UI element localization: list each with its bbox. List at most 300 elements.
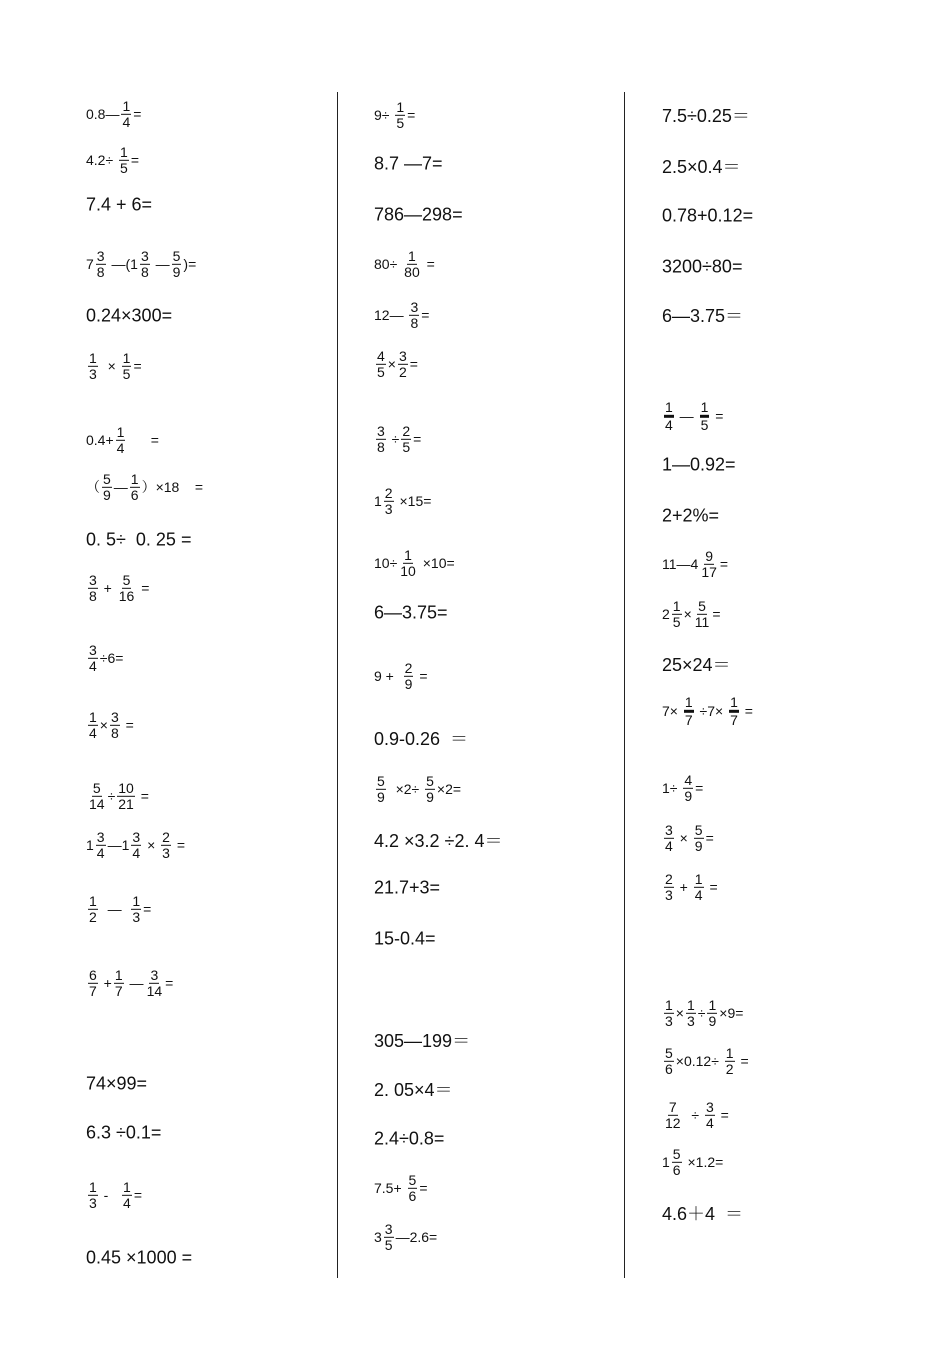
exercise-problem xyxy=(374,249,435,279)
fraction-denominator: 8 xyxy=(140,263,149,280)
fraction xyxy=(395,100,405,130)
expression-text: = xyxy=(133,106,142,122)
fraction-denominator: 9 xyxy=(694,837,703,854)
fraction-numerator: 5 xyxy=(92,779,101,796)
exercise-problem xyxy=(662,206,753,227)
exercise-problem xyxy=(662,998,743,1028)
fraction-numerator: 3 xyxy=(140,247,149,264)
exercise-problem xyxy=(374,349,418,379)
fraction-denominator: 4 xyxy=(89,657,97,674)
fraction xyxy=(117,781,135,811)
expression-text: = xyxy=(716,1107,729,1123)
fraction xyxy=(88,1180,98,1210)
expression-text: ÷ xyxy=(107,788,116,804)
fraction xyxy=(140,249,150,279)
fraction-denominator: 7 xyxy=(89,982,97,999)
expression-text: 25×24＝ xyxy=(662,655,731,675)
fraction-numerator: 1 xyxy=(684,695,694,713)
expression-text: ÷ xyxy=(697,1005,706,1021)
expression-text: —2.6= xyxy=(395,1229,438,1245)
exercise-problem xyxy=(86,830,185,860)
exercise-problem xyxy=(662,823,714,853)
fraction-numerator: 5 xyxy=(426,772,434,789)
expression-text: = xyxy=(711,408,724,424)
fraction xyxy=(425,774,435,804)
fraction-denominator: 4 xyxy=(132,844,141,861)
fraction-numerator: 3 xyxy=(89,571,97,588)
fraction xyxy=(672,599,682,629)
fraction xyxy=(700,400,710,432)
fraction-denominator: 2 xyxy=(89,908,97,925)
fraction xyxy=(88,968,98,998)
fraction-numerator: 5 xyxy=(103,470,111,487)
exercise-problem xyxy=(662,102,750,128)
fraction-numerator: 5 xyxy=(122,571,131,588)
expression-text: = xyxy=(130,152,140,168)
fraction-denominator: 4 xyxy=(89,724,97,741)
expression-text: 12— xyxy=(374,307,408,323)
exercise-problem xyxy=(86,894,151,924)
expression-text: —1 xyxy=(107,837,130,853)
fraction xyxy=(114,968,124,998)
expression-text: ）×18 = xyxy=(141,479,204,495)
fraction xyxy=(88,710,98,740)
fraction-denominator: 4 xyxy=(96,844,105,861)
exercise-problem xyxy=(86,1123,161,1144)
exercise-problem xyxy=(374,827,502,853)
exercise-problem xyxy=(662,506,719,527)
fraction-numerator: 2 xyxy=(384,484,393,501)
fraction xyxy=(122,1180,132,1210)
exercise-problem xyxy=(86,306,172,327)
fraction-denominator: 80 xyxy=(404,263,420,280)
fraction xyxy=(725,1046,735,1076)
fraction xyxy=(119,145,129,175)
expression-text: ×0.12÷ xyxy=(675,1053,723,1069)
expression-text: 9 + xyxy=(374,668,402,684)
expression-text: 8.7 —7= xyxy=(374,153,443,174)
fraction-denominator: 2 xyxy=(725,1060,734,1077)
fraction-denominator: 5 xyxy=(402,438,411,455)
fraction xyxy=(705,1100,715,1130)
fraction-denominator: 17 xyxy=(701,563,717,580)
expression-text: = xyxy=(705,879,718,895)
exercise-problem xyxy=(86,249,196,279)
expression-text: × xyxy=(675,830,692,846)
fraction xyxy=(110,710,120,740)
expression-text: 0.24×300= xyxy=(86,305,173,326)
fraction xyxy=(161,830,171,860)
expression-text: 7 xyxy=(86,256,94,272)
expression-text: = xyxy=(719,556,729,572)
exercise-problem xyxy=(86,710,134,740)
fraction-denominator: 5 xyxy=(384,1236,393,1253)
expression-text: ×2= xyxy=(436,781,462,797)
expression-text: + xyxy=(99,975,112,991)
expression-text: ÷ xyxy=(683,1107,703,1123)
fraction-denominator: 5 xyxy=(120,159,128,176)
fraction xyxy=(146,968,164,998)
exercise-problem xyxy=(662,872,718,902)
fraction-denominator: 5 xyxy=(396,114,405,131)
fraction-numerator: 1 xyxy=(89,708,97,725)
expression-text: 4.2÷ xyxy=(86,152,118,168)
fraction-denominator: 7 xyxy=(114,982,123,999)
fraction xyxy=(664,1046,674,1076)
expression-text: = xyxy=(133,358,142,374)
fraction xyxy=(694,599,711,629)
fraction xyxy=(664,400,674,432)
expression-text: = xyxy=(172,837,186,853)
expression-text: = xyxy=(422,256,435,272)
exercise-problem xyxy=(86,99,141,129)
expression-text: + xyxy=(99,580,116,596)
fraction-denominator: 3 xyxy=(665,886,673,903)
fraction-numerator: 1 xyxy=(725,1044,734,1061)
fraction-denominator: 4 xyxy=(123,1194,131,1211)
fraction xyxy=(96,830,106,860)
exercise-problem xyxy=(374,725,468,751)
exercise-problem xyxy=(662,1200,743,1226)
fraction-denominator: 5 xyxy=(672,613,681,630)
fraction-denominator: 6 xyxy=(408,1187,417,1204)
expression-text: 786—298= xyxy=(374,204,463,225)
expression-text: = xyxy=(740,703,753,719)
fraction-numerator: 1 xyxy=(130,470,139,487)
exercise-problem xyxy=(662,1147,723,1177)
exercise-problem xyxy=(86,425,159,455)
fraction-numerator: 1 xyxy=(116,423,125,440)
fraction xyxy=(664,823,674,853)
fraction-denominator: 8 xyxy=(410,314,419,331)
fraction-denominator: 9 xyxy=(377,788,385,805)
exercise-problem xyxy=(662,257,742,278)
fraction-numerator: 2 xyxy=(404,659,413,676)
exercise-problem xyxy=(374,548,455,578)
fraction-denominator: 4 xyxy=(116,439,125,456)
expression-text: 74×99= xyxy=(86,1073,148,1094)
exercise-problem xyxy=(374,1222,437,1252)
fraction xyxy=(672,1147,682,1177)
fraction-numerator: 3 xyxy=(705,1098,714,1115)
fraction-numerator: 5 xyxy=(377,772,385,789)
fraction-numerator: 1 xyxy=(700,400,710,418)
fraction-denominator: 9 xyxy=(172,263,181,280)
fraction xyxy=(398,349,408,379)
fraction-denominator: 8 xyxy=(96,263,105,280)
fraction xyxy=(121,99,131,129)
expression-text: 305—199＝ xyxy=(374,1031,471,1051)
expression-text: 80÷ xyxy=(374,256,402,272)
fraction-numerator: 5 xyxy=(665,1044,673,1061)
fraction-numerator: 1 xyxy=(694,870,703,887)
exercise-problem xyxy=(374,929,436,950)
expression-text: = xyxy=(165,975,174,991)
fraction xyxy=(376,774,386,804)
fraction xyxy=(88,351,98,381)
expression-text: = xyxy=(712,606,721,622)
expression-text: 1—0.92= xyxy=(662,454,736,475)
fraction-denominator: 14 xyxy=(89,795,105,812)
expression-text: 2+2%= xyxy=(662,505,720,526)
fraction xyxy=(683,773,693,803)
exercise-problem xyxy=(86,351,142,381)
expression-text: ÷ xyxy=(387,431,400,447)
exercise-problem xyxy=(662,773,703,803)
expression-text: ×2÷ xyxy=(387,781,424,797)
fraction-denominator: 4 xyxy=(122,113,131,130)
expression-text: 0.45 ×1000 = xyxy=(86,1247,193,1268)
expression-text: 0.9-0.26 ＝ xyxy=(374,729,469,749)
exercise-problem xyxy=(662,1046,749,1076)
fraction-denominator: 4 xyxy=(694,886,703,903)
fraction-numerator: 5 xyxy=(698,597,706,614)
fraction-denominator: 9 xyxy=(426,788,434,805)
expression-text: 7× xyxy=(662,703,682,719)
fraction-numerator: 1 xyxy=(122,97,131,114)
exercise-problem xyxy=(86,1180,142,1210)
fraction xyxy=(130,472,140,502)
expression-text: 21.7+3= xyxy=(374,877,441,898)
fraction-denominator: 3 xyxy=(665,1012,673,1029)
expression-text: = xyxy=(133,1187,143,1203)
fraction-denominator: 7 xyxy=(684,711,693,728)
fraction-numerator: 1 xyxy=(114,966,123,983)
fraction xyxy=(684,695,694,727)
exercise-problem xyxy=(662,400,723,432)
expression-text: = xyxy=(419,1180,428,1196)
exercise-problem xyxy=(374,486,431,516)
fraction xyxy=(694,872,704,902)
expression-text: ×1.2= xyxy=(683,1154,724,1170)
exercise-problem xyxy=(86,643,123,673)
fraction-numerator: 3 xyxy=(665,821,673,838)
column-divider-left xyxy=(337,92,338,1278)
expression-text: = xyxy=(121,717,134,733)
fraction xyxy=(88,643,98,673)
fraction-numerator: 1 xyxy=(132,892,141,909)
fraction-numerator: 1 xyxy=(89,349,97,366)
expression-text: — xyxy=(99,901,130,917)
fraction xyxy=(686,998,696,1028)
exercise-problem xyxy=(86,195,152,216)
fraction xyxy=(384,486,394,516)
expression-text: 11—4 xyxy=(662,556,699,572)
fraction-numerator: 4 xyxy=(377,347,385,364)
fraction-denominator: 3 xyxy=(89,365,97,382)
exercise-problem xyxy=(86,472,203,502)
expression-text: —(1 xyxy=(107,256,138,272)
exercise-problem xyxy=(662,455,736,476)
expression-text: 9÷ xyxy=(374,107,394,123)
exercise-problem xyxy=(374,1129,444,1150)
fraction-numerator: 1 xyxy=(686,996,695,1013)
exercise-problem xyxy=(662,549,728,579)
expression-text: 7.5+ xyxy=(374,1180,406,1196)
expression-text: 1 xyxy=(86,837,94,853)
expression-text: 1 xyxy=(662,1154,670,1170)
fraction-numerator: 1 xyxy=(708,996,717,1013)
fraction xyxy=(384,1222,394,1252)
expression-text: = xyxy=(143,901,152,917)
fraction-numerator: 5 xyxy=(694,821,703,838)
expression-text: - xyxy=(99,1187,121,1203)
fraction xyxy=(122,351,132,381)
fraction xyxy=(664,872,674,902)
exercise-problem xyxy=(374,603,448,624)
fraction-numerator: 3 xyxy=(410,298,419,315)
fraction-denominator: 12 xyxy=(665,1114,681,1131)
exercise-problem xyxy=(662,695,753,727)
fraction xyxy=(96,249,106,279)
fraction-numerator: 1 xyxy=(120,143,128,160)
fraction xyxy=(376,349,386,379)
expression-text: 6.3 ÷0.1= xyxy=(86,1122,162,1143)
expression-text: 2.5×0.4＝ xyxy=(662,157,741,177)
fraction xyxy=(88,894,98,924)
expression-text: = xyxy=(413,431,422,447)
fraction-denominator: 9 xyxy=(103,486,111,503)
fraction-numerator: 1 xyxy=(122,349,131,366)
exercise-problem xyxy=(662,599,721,629)
expression-text: 4.2 ×3.2 ÷2. 4＝ xyxy=(374,831,503,851)
column-divider-right xyxy=(624,92,625,1278)
expression-text: = xyxy=(415,668,428,684)
expression-text: ×9= xyxy=(719,1005,744,1021)
fraction xyxy=(131,830,141,860)
fraction xyxy=(399,548,417,578)
exercise-problem xyxy=(662,1100,729,1130)
fraction-numerator: 3 xyxy=(150,966,159,983)
exercise-problem xyxy=(374,300,429,330)
expression-text: ÷6= xyxy=(99,650,124,666)
fraction-numerator: 3 xyxy=(398,347,407,364)
fraction xyxy=(116,425,126,455)
fraction xyxy=(401,424,411,454)
fraction-numerator: 1 xyxy=(89,892,97,909)
expression-text: 1÷ xyxy=(662,780,682,796)
fraction xyxy=(408,1173,418,1203)
fraction-denominator: 3 xyxy=(384,500,393,517)
expression-text: 6—3.75= xyxy=(374,602,448,623)
exercise-problem xyxy=(86,1248,192,1269)
expression-text: = xyxy=(421,307,430,323)
expression-text: — xyxy=(125,975,144,991)
expression-text: 3 xyxy=(374,1229,382,1245)
fraction-numerator: 1 xyxy=(729,695,739,713)
fraction-numerator: 1 xyxy=(89,1178,97,1195)
expression-text: × xyxy=(143,837,160,853)
fraction-denominator: 2 xyxy=(398,363,407,380)
expression-text: — xyxy=(675,408,698,424)
expression-text: 4.6＋4 ＝ xyxy=(662,1204,744,1224)
exercise-problem xyxy=(374,424,421,454)
expression-text: 7.5÷0.25＝ xyxy=(662,106,750,126)
expression-text: ÷7× xyxy=(695,703,728,719)
fraction-denominator: 16 xyxy=(118,587,135,604)
fraction-denominator: 4 xyxy=(705,1114,714,1131)
expression-text: × xyxy=(99,717,108,733)
fraction-numerator: 5 xyxy=(172,247,181,264)
fraction-numerator: 3 xyxy=(89,641,97,658)
fraction-numerator: 1 xyxy=(123,1178,131,1195)
expression-text: 0. 5÷ 0. 25 = xyxy=(86,529,192,550)
expression-text: 2 xyxy=(662,606,670,622)
fraction-denominator: 8 xyxy=(89,587,97,604)
fraction-denominator: 6 xyxy=(672,1161,681,1178)
fraction-numerator: 5 xyxy=(672,1145,681,1162)
fraction-denominator: 8 xyxy=(377,438,385,455)
fraction-numerator: 10 xyxy=(118,779,134,796)
exercise-problem xyxy=(86,1074,147,1095)
fraction xyxy=(404,661,414,691)
expression-text: 3200÷80= xyxy=(662,256,743,277)
exercise-problem xyxy=(374,1173,428,1203)
fraction xyxy=(664,998,674,1028)
expression-text: 10÷ xyxy=(374,555,398,571)
expression-text: 0.78+0.12= xyxy=(662,205,754,226)
exercise-problem xyxy=(374,100,415,130)
fraction-numerator: 7 xyxy=(668,1098,677,1115)
fraction xyxy=(102,472,112,502)
fraction-numerator: 1 xyxy=(672,597,681,614)
expression-text: × xyxy=(99,358,120,374)
fraction-numerator: 3 xyxy=(110,708,119,725)
exercise-problem xyxy=(86,781,149,811)
fraction-denominator: 9 xyxy=(404,675,413,692)
fraction-denominator: 6 xyxy=(130,486,139,503)
fraction xyxy=(729,695,739,727)
fraction xyxy=(409,300,419,330)
expression-text: — xyxy=(113,479,128,495)
expression-text: = xyxy=(736,1053,749,1069)
fraction-denominator: 4 xyxy=(665,837,673,854)
fraction-denominator: 9 xyxy=(708,1012,717,1029)
fraction-denominator: 21 xyxy=(118,795,134,812)
fraction-denominator: 5 xyxy=(122,365,131,382)
fraction xyxy=(694,823,704,853)
fraction-numerator: 1 xyxy=(408,247,416,264)
expression-text: 0.4+ xyxy=(86,432,114,448)
fraction-denominator: 3 xyxy=(89,1194,97,1211)
fraction-denominator: 14 xyxy=(146,982,163,999)
fraction-numerator: 1 xyxy=(396,98,405,115)
fraction-numerator: 2 xyxy=(665,870,673,887)
expression-text: × xyxy=(675,1005,684,1021)
expression-text: = xyxy=(409,356,418,372)
fraction xyxy=(664,1100,682,1130)
expression-text: 2.4÷0.8= xyxy=(374,1128,445,1149)
fraction xyxy=(376,424,386,454)
exercise-problem xyxy=(374,1076,453,1102)
exercise-problem xyxy=(86,573,149,603)
expression-text: 7.4 + 6= xyxy=(86,194,153,215)
exercise-problem xyxy=(662,651,731,677)
exercise-problem xyxy=(374,661,428,691)
fraction xyxy=(131,894,141,924)
fraction-denominator: 11 xyxy=(694,613,710,630)
expression-text: — xyxy=(151,256,170,272)
exercise-problem xyxy=(374,878,440,899)
exercise-problem xyxy=(86,968,173,998)
fraction-denominator: 3 xyxy=(686,1012,695,1029)
exercise-problem xyxy=(374,205,463,226)
fraction-numerator: 5 xyxy=(408,1171,417,1188)
fraction-numerator: 1 xyxy=(404,546,412,563)
fraction xyxy=(403,249,421,279)
expression-text: 2. 05×4＝ xyxy=(374,1080,453,1100)
expression-text: = xyxy=(136,788,149,804)
